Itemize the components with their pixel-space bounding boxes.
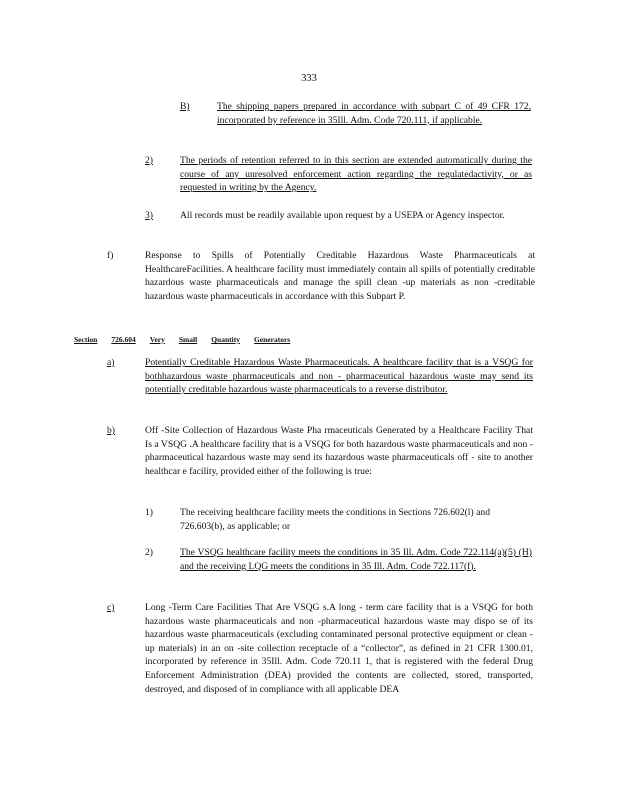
- section-title-word-4: Generators: [253, 335, 291, 344]
- sub-item-text-b2: The VSQG healthcare facility meets the conditions in 35 Ill. Adm. Code 722.114(a)(5) (H) and the receiving LQG meets the conditions in 35 Ill. Adm. Code 722.117(f).: [180, 547, 532, 572]
- item-text-b-shipping: The shipping papers prepared in accordance with subpart C of 49 CFR 172, incorporated by reference in 35Ill. Adm. Code 720.111, if applicable.: [217, 101, 531, 126]
- item-label-2-retention: 2): [145, 155, 153, 166]
- section-code: 726.604: [111, 335, 136, 344]
- page-number: 333: [301, 73, 317, 84]
- section-title-word-1: Very: [149, 335, 165, 344]
- section-heading: [74, 333, 334, 347]
- item-label-b-shipping: B): [180, 101, 190, 112]
- sub-item-label-b1: 1): [145, 507, 153, 518]
- section-title-word-2: Small: [178, 335, 198, 344]
- section-item-label-a: a): [107, 357, 115, 368]
- sub-item-text-b1: The receiving healthcare facility meets the conditions in Sections 726.602(l) and 726.603(b), as applicable; or: [180, 507, 490, 532]
- item-label-3-records: 3): [145, 210, 153, 221]
- item-label-f-spills: f): [107, 250, 114, 261]
- section-word: Section: [74, 335, 98, 344]
- item-text-f-spills: Response to Spills of Potentially Creditable Hazardous Waste Pharmaceuticals at HealthcareFacilities. A healthcare facility must immediately contain all spills of potentially creditable hazardous waste pharmaceuticals and manage the spill clean -up materials as non -creditable hazardous waste pharmaceuticals in accordance with this Subpart P.: [145, 250, 535, 302]
- section-item-label-c: c): [107, 602, 115, 613]
- section-title-word-3: Quantity: [211, 335, 240, 344]
- section-item-text-b: Off -Site Collection of Hazardous Waste Pha rmaceuticals Generated by a Healthcare Facility That Is a VSQG .A healthcare facility that is a VSQG for both hazardous waste pharmaceuticals and non -pharmaceutical hazardous waste may send its hazardous waste pharmaceuticals off - site to another healthcar e facility, provided either of the following is true:: [145, 425, 533, 477]
- section-item-text-c: Long -Term Care Facilities That Are VSQG s.A long - term care facility that is a VSQG for both hazardous waste pharmaceuticals and non -pharmaceutical hazardous waste may dispo se of its hazardous waste pharmaceuticals (excluding contaminated personal protective equipment or clean -up materials) in an on -site collection receptacle of a “collector”, as defined in 21 CFR 1300.01, incorporated by reference in 35Ill. Adm. Code 720.11 1, that is registered with the federal Drug Enforcement Administration (DEA) provided the contents are collected, stored, transported, destroyed, and disposed of in compliance with all applicable DEA: [145, 602, 533, 695]
- section-item-text-a: Potentially Creditable Hazardous Waste Pharmaceuticals. A healthcare facility that is a VSQG for bothhazardous waste pharmaceuticals and non - pharmaceutical hazardous waste may send its potentially creditable hazardous waste pharmaceuticals to a reverse distributor.: [145, 357, 533, 396]
- item-text-2-retention: The periods of retention referred to in this section are extended automatically during the course of any unresolved enforcement action regarding the regulatedactivity, or as requested in writing by the Agency.: [180, 155, 532, 194]
- item-text-3-records: All records must be readily available upon request by a USEPA or Agency inspector.: [180, 210, 505, 221]
- sub-item-label-b2: 2): [145, 547, 153, 558]
- section-item-label-b: b): [107, 425, 115, 436]
